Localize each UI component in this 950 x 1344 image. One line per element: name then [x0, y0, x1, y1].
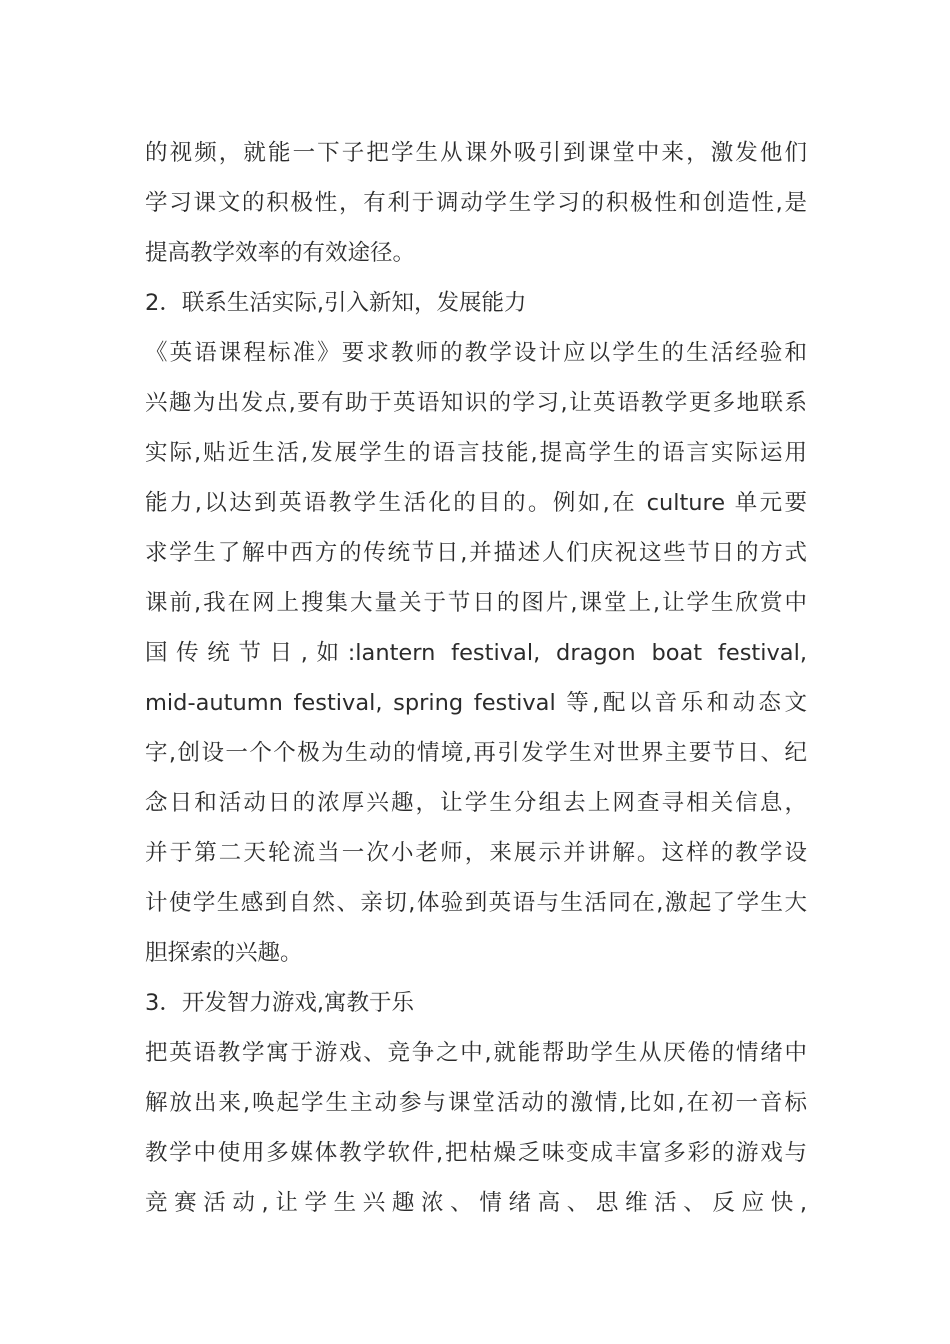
text-line: 念日和活动日的浓厚兴趣，让学生分组去上网查寻相关信息，	[145, 790, 807, 816]
text-line: 学习课文的积极性，有利于调动学生学习的积极性和创造性,是	[145, 190, 807, 216]
text-line: 课前,我在网上搜集大量关于节日的图片,课堂上,让学生欣赏中	[145, 590, 807, 616]
text-line: 的视频，就能一下子把学生从课外吸引到课堂中来，激发他们	[145, 140, 807, 166]
text-line: 提高教学效率的有效途径。	[145, 240, 416, 266]
text-line: 胆探索的兴趣。	[145, 940, 303, 966]
text-line: 求学生了解中西方的传统节日,并描述人们庆祝这些节日的方式	[145, 540, 807, 566]
text-line: 字,创设一个个极为生动的情境,再引发学生对世界主要节日、纪	[145, 740, 807, 766]
text-line: 计使学生感到自然、亲切,体验到英语与生活同在,激起了学生大	[145, 890, 807, 916]
text-line: 实际,贴近生活,发展学生的语言技能,提高学生的语言实际运用	[145, 440, 807, 466]
text-line: 解放出来,唤起学生主动参与课堂活动的激情,比如,在初一音标	[145, 1090, 807, 1116]
body-text	[145, 128, 807, 1228]
section-heading: 3．开发智力游戏,寓教于乐	[145, 990, 414, 1016]
text-line: 把英语教学寓于游戏、竞争之中,就能帮助学生从厌倦的情绪中	[145, 1040, 807, 1066]
text-line: 《英语课程标准》要求教师的教学设计应以学生的生活经验和	[145, 340, 807, 366]
text-line: 兴趣为出发点,要有助于英语知识的学习,让英语教学更多地联系	[145, 390, 807, 416]
text-line: 并于第二天轮流当一次小老师，来展示并讲解。这样的教学设	[145, 840, 807, 866]
text-line: 竞赛活动,让学生兴趣浓、情绪高、思维活、反应快,	[145, 1190, 807, 1216]
text-line: 国传统节日,如:lantern festival, dragon boat festival,	[145, 640, 807, 666]
text-line: 教学中使用多媒体教学软件,把枯燥乏味变成丰富多彩的游戏与	[145, 1140, 807, 1166]
section-heading: 2．联系生活实际,引入新知，发展能力	[145, 290, 527, 316]
text-line: 能力,以达到英语教学生活化的目的。例如,在 culture 单元要	[145, 490, 807, 516]
text-line: mid-autumn festival, spring festival 等,配以音乐和动态文	[145, 690, 807, 716]
